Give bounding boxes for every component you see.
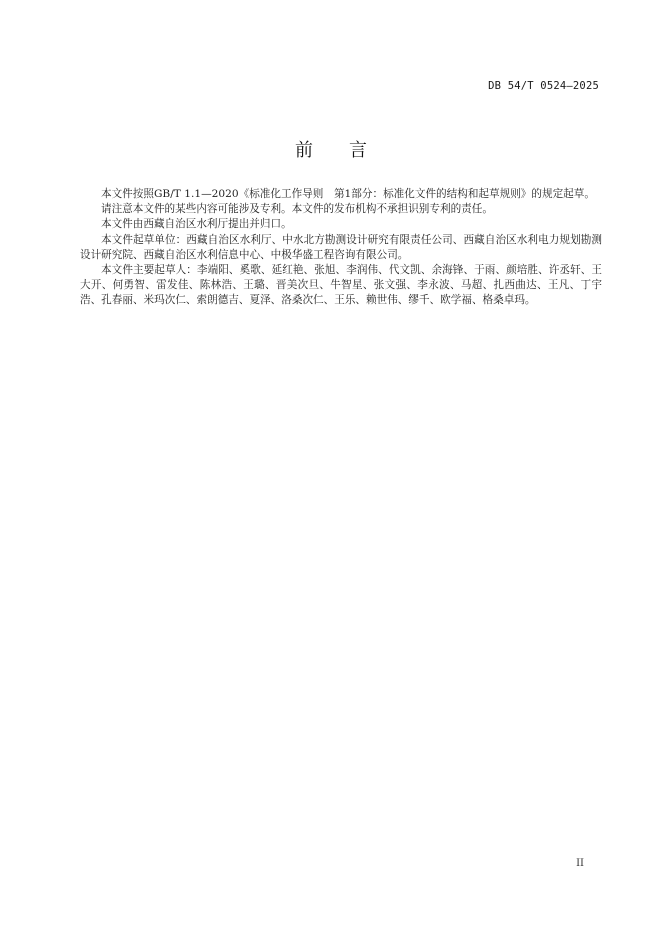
- paragraph-patent-notice: 请注意本文件的某些内容可能涉及专利。本文件的发布机构不承担识别专利的责任。: [101, 203, 493, 216]
- paragraph-proposer: 本文件由西藏自治区水利厅提出并归口。: [101, 218, 292, 231]
- paragraph-drafting-units: 本文件起草单位：西藏自治区水利厅、中水北方勘测设计研究有限责任公司、西藏自治区水利电力规划勘测设计研究院、西藏自治区水利信息中心、中极华盛工程咨询有限公司。: [80, 233, 602, 261]
- paragraph-drafters: 本文件主要起草人：李端阳、奚歌、延红艳、张旭、李润伟、代文凯、余海锋、于雨、颜培胜、许丞轩、王大开、何勇智、雷发佳、陈林浩、王璐、晋美次旦、牛智星、张文强、李永波、马超、扎西曲达、王凡、丁宇浩、孔春丽、米玛次仁、索朗德吉、夏泽、洛桑次仁、王乐、赖世伟、缪千、欧学福、格桑卓玛。: [80, 264, 602, 307]
- paragraph-drafting-rules: 本文件按照GB/T 1.1—2020《标准化工作导则 第1部分：标准化文件的结构和起草规则》的规定起草。: [101, 188, 595, 200]
- page-number: II: [576, 858, 584, 869]
- foreword-body: [80, 187, 602, 309]
- standard-code: DB 54/T 0524—2025: [488, 80, 599, 92]
- page-title: 前 言: [295, 140, 367, 161]
